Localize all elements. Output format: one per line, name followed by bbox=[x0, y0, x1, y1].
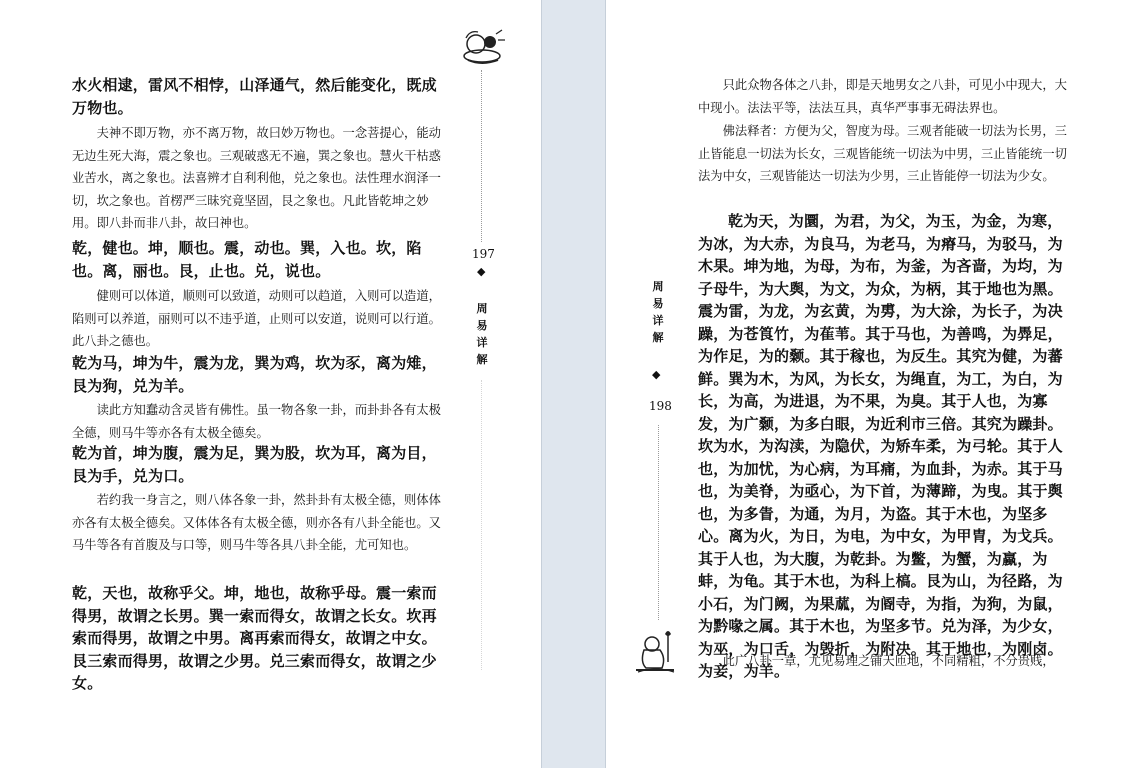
commentary-paragraph: 健则可以体道，顺则可以致道，动则可以趋道，入则可以造道，陷则可以养道，丽则可以不违乎道，止则可以安道，说则可以行道。此八卦之德也。 bbox=[72, 289, 441, 348]
scholar-illustration-icon bbox=[632, 628, 678, 674]
page-number: 197 bbox=[472, 247, 495, 261]
running-title-char: 详 bbox=[476, 336, 488, 349]
commentary-paragraph: 若约我一身言之，则八体各象一卦，然卦卦有太极全德，则体体亦各有太极全德矣。又体体各有太极全德，则亦各有八卦全能也。又马牛等各有首腹及与口等，则马牛等各具八卦全能，尤可知也。 bbox=[72, 493, 441, 552]
ornament-illustration-icon bbox=[460, 26, 506, 66]
diamond-ornament-icon: ◆ bbox=[652, 368, 661, 381]
margin-rule bbox=[481, 380, 482, 670]
running-title-char: 易 bbox=[476, 319, 488, 332]
margin-rule bbox=[481, 70, 482, 242]
commentary-paragraph: 此广八卦一章，尤见易理之铺天匝地，不同精粗，不分贵贱， bbox=[722, 654, 1055, 668]
commentary-paragraph: 夫神不即万物，亦不离万物，故曰妙万物也。一念菩提心，能动无边生死大海，震之象也。三观破惑无不遍，巽之象也。慧火干枯惑业苦水，离之象也。法喜辨才自利利他，兑之象也。法性理水润泽一切，坎之象也。首楞严三昧究竟坚固，艮之象也。凡此皆乾坤之妙用。即八卦而非八卦，故曰神也。 bbox=[72, 126, 441, 230]
body-paragraph: 乾，健也。坤，顺也。震，动也。巽，入也。坎，陷也。离，丽也。艮，止也。兑，说也。 bbox=[72, 239, 422, 280]
commentary-paragraph: 佛法释者：方便为父，智度为母。三观者能破一切法为长男，三止皆能息一切法为长女，三观皆能统一切法为中男，三止皆能统一切法为中女，三观皆能达一切法为少男，三止皆能停一切法为少女。 bbox=[698, 124, 1067, 183]
running-title bbox=[474, 300, 490, 368]
page-number: 198 bbox=[649, 399, 672, 413]
book-gutter bbox=[541, 0, 606, 768]
commentary-paragraph: 只此众物各体之八卦，即是天地男女之八卦，可见小中现大，大中现小。法法平等，法法互具，真华严事事无碍法界也。 bbox=[698, 78, 1067, 115]
body-paragraph: 乾，天也，故称乎父。坤，地也，故称乎母。震一索而得男，故谓之长男。巽一索而得女，故谓之长女。坎再索而得男，故谓之中男。离再索而得女，故谓之中女。艮三索而得男，故谓之少男。兑三索而得女，故谓之少女。 bbox=[72, 584, 437, 692]
running-title-char: 周 bbox=[476, 302, 488, 315]
running-title-char: 解 bbox=[476, 353, 488, 366]
body-paragraph: 乾为天，为圜，为君，为父，为玉，为金，为寒，为冰，为大赤，为良马，为老马，为瘠马，为驳马，为木果。坤为地，为母，为布，为釜，为吝啬，为均，为子母牛，为大舆，为文，为众，为柄，其于地也为黑。震为雷，为龙，为玄黄，为旉，为大涂，为长子，为决躁，为苍筤竹，为萑苇。其于马也，为善鸣，为馵足，为作足，为的颡。其于稼也，为反生。其究为健，为蕃鲜。巽为木，为风，为长女，为绳直，为工，为白，为长，为高，为进退，为不果，为臭。其于人也，为寡发，为广颡，为多白眼，为近利市三倍。其究为躁卦。坎为水，为沟渎，为隐伏，为矫车柔，为弓轮。其于人也，为加忧，为心病，为耳痛，为血卦，为赤。其于马也，为美脊，为亟心，为下首，为薄蹄，为曳。其于舆也，为多眚，为通，为月，为盗。其于木也，为坚多心。离为火，为日，为电，为中女，为甲胄，为戈兵。其于人也，为大腹，为乾卦。为鳖，为蟹，为蠃，为蚌，为龟。其于木也，为科上槁。艮为山，为径路，为小石，为门阙，为果蓏，为阍寺，为指，为狗，为鼠，为黔喙之属。其于木也，为坚多节。兑为泽，为少女，为巫，为口舌，为毁折，为附决。其于地也，为刚卤。为妾，为羊。 bbox=[698, 212, 1063, 680]
body-paragraph: 乾为马，坤为牛，震为龙，巽为鸡，坎为豕，离为雉，艮为狗，兑为羊。 bbox=[72, 354, 437, 395]
body-paragraph: 乾为首，坤为腹，震为足，巽为股，坎为耳，离为目，艮为手，兑为口。 bbox=[72, 444, 437, 485]
running-title bbox=[650, 278, 666, 346]
running-title-char: 易 bbox=[652, 297, 664, 310]
commentary-paragraph: 读此方知蠢动含灵皆有佛性。虽一物各象一卦，而卦卦各有太极全德，则马牛等亦各有太极全德矣。 bbox=[72, 403, 441, 440]
running-title-char: 解 bbox=[652, 331, 664, 344]
running-title-char: 周 bbox=[652, 280, 664, 293]
running-title-char: 详 bbox=[652, 314, 664, 327]
margin-rule bbox=[658, 425, 659, 620]
body-paragraph: 水火相逮，雷风不相悖，山泽通气，然后能变化，既成万物也。 bbox=[72, 76, 437, 117]
diamond-ornament-icon: ◆ bbox=[477, 265, 486, 278]
